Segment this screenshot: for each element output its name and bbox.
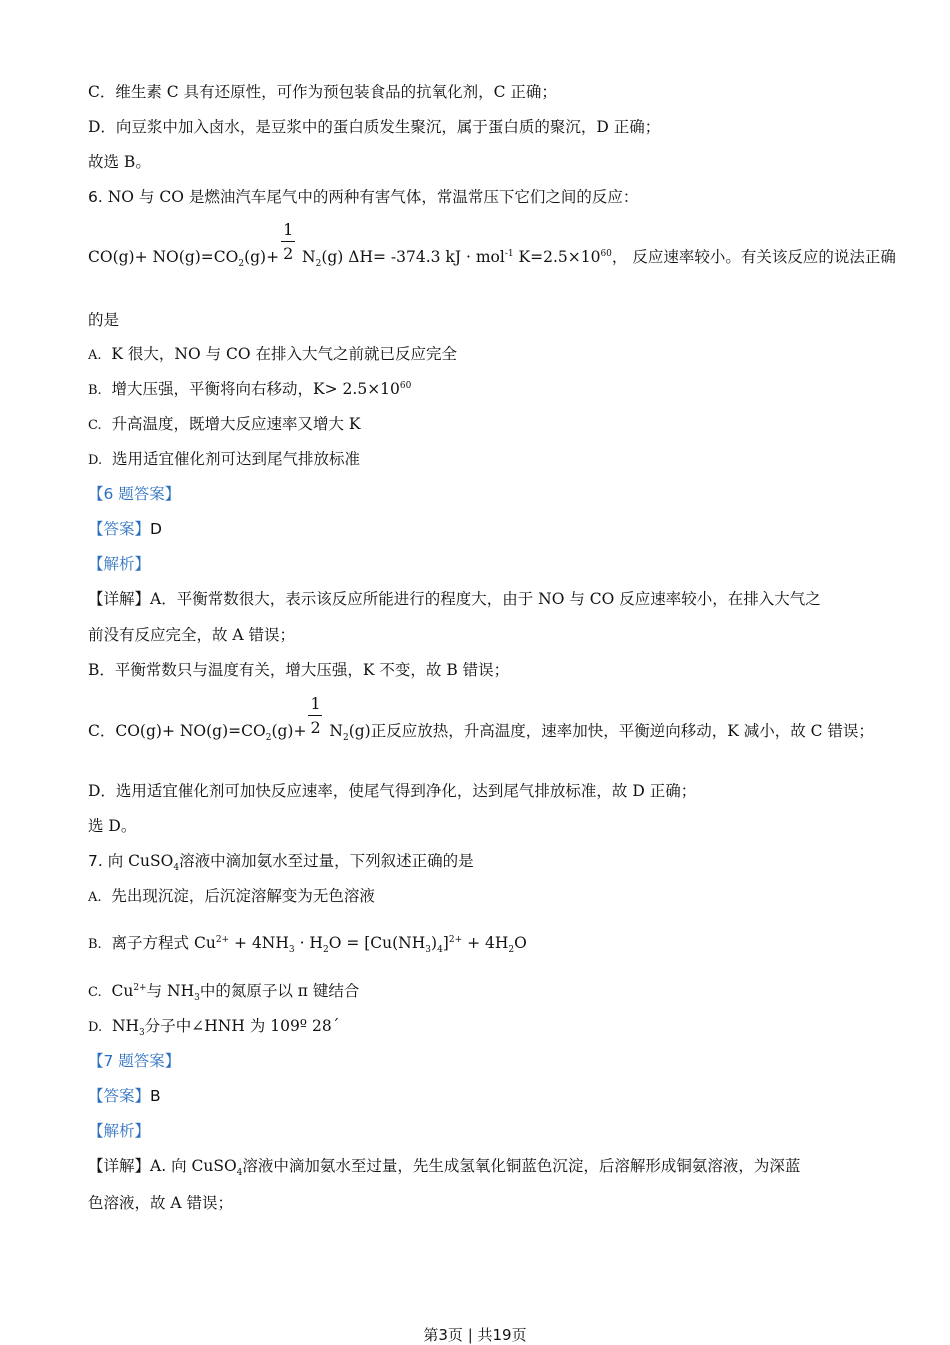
option-label: B. <box>88 383 102 398</box>
question-7-stem <box>88 850 474 872</box>
option-b <box>88 378 411 402</box>
subscript: 4 <box>173 863 180 874</box>
subscript: 2 <box>315 259 322 270</box>
option-text: Cu <box>111 982 134 1000</box>
question-text: NO 与 CO 是燃油汽车尾气中的两种有害气体，常温常压下它们之间的反应： <box>102 188 639 206</box>
option-label: A. <box>88 890 102 905</box>
option-label: D. <box>88 453 103 468</box>
fraction-one-half <box>281 220 295 269</box>
option-text: 离子方程式 Cu <box>111 934 216 952</box>
eq-part: N <box>297 248 316 266</box>
option-text: K 很大，NO 与 CO 在排入大气之前就已反应完全 <box>111 345 458 363</box>
option-d <box>88 1015 340 1039</box>
eq-part: ， 反应速率较小。有关该反应的说法正确 <box>611 248 896 266</box>
fraction-bar <box>308 715 322 716</box>
eq-part: N <box>324 722 343 740</box>
page-number: 3 <box>438 1326 448 1344</box>
analysis-tag: 【解析】 <box>88 1122 151 1140</box>
option-label: C. <box>88 985 102 1000</box>
option-text: O = [Cu(NH <box>328 934 426 952</box>
option-text: O <box>514 934 527 952</box>
text-line: D．选用适宜催化剂可加快反应速率，使尾气得到净化，达到尾气排放标准，故 D 正确； <box>88 782 697 800</box>
option-text: ) <box>431 934 438 952</box>
detail-line <box>88 1155 800 1177</box>
footer-text: 页 | 共 <box>447 1326 493 1344</box>
option-label: A. <box>88 348 102 363</box>
option-b <box>88 932 527 956</box>
option-label: C. <box>88 418 102 433</box>
eq-part: (g)+ <box>271 722 307 740</box>
answer-value: D <box>150 520 162 538</box>
option-a <box>88 885 375 909</box>
superscript: 2+ <box>133 982 147 993</box>
superscript: -1 <box>504 248 514 259</box>
eq-part: (g) ΔH= -374.3 kJ · mol <box>321 248 505 266</box>
text-line: B．平衡常数只与温度有关，增大压强，K 不变，故 B 错误； <box>88 661 510 679</box>
subscript: 4 <box>236 1168 243 1179</box>
answer-section-tag: 【7 题答案】 <box>88 1052 181 1070</box>
subscript: 3 <box>425 945 431 956</box>
option-text: 升高温度，既增大反应速率又增大 K <box>111 415 361 433</box>
fraction-denominator: 2 <box>310 718 321 737</box>
text-line: 色溶液，故 A 错误； <box>88 1194 234 1212</box>
subscript: 3 <box>194 993 200 1004</box>
superscript: 2+ <box>215 934 230 945</box>
footer-text: 页 <box>511 1326 527 1344</box>
analysis-tag: 【解析】 <box>88 555 151 573</box>
question-number: 6. <box>88 188 103 206</box>
reaction-equation <box>88 220 896 270</box>
text-line: D．向豆浆中加入卤水，是豆浆中的蛋白质发生聚沉，属于蛋白质的聚沉，D 正确； <box>88 118 661 136</box>
option-text: 与 NH <box>146 982 195 1000</box>
option-d <box>88 448 360 472</box>
detail-text: 溶液中滴加氨水至过量，先生成氢氧化铜蓝色沉淀，后溶解形成铜氨溶液，为深蓝 <box>242 1157 801 1175</box>
detail-text: A. 向 CuSO <box>150 1157 237 1175</box>
subscript: 2 <box>342 733 349 744</box>
text-line: 前没有反应完全，故 A 错误； <box>88 626 296 644</box>
option-text: ] <box>442 934 449 952</box>
option-label: B. <box>88 937 102 952</box>
detail-equation-line <box>88 694 874 744</box>
subscript: 2 <box>265 733 272 744</box>
question-text: 向 CuSO <box>102 852 174 870</box>
fraction-denominator: 2 <box>283 244 294 263</box>
question-6-stem <box>88 186 638 208</box>
subscript: 4 <box>437 945 443 956</box>
superscript: 2+ <box>448 934 463 945</box>
answer-tag: 【答案】 <box>88 520 151 538</box>
eq-part: K=2.5×10 <box>513 248 601 266</box>
eq-part: C．CO(g)+ NO(g)=CO <box>88 722 266 740</box>
option-c <box>88 980 359 1004</box>
option-text: + 4NH <box>229 934 289 952</box>
detail-line <box>88 588 821 610</box>
text-line: 选 D。 <box>88 817 137 835</box>
option-c <box>88 413 361 437</box>
fraction-numerator: 1 <box>283 220 294 239</box>
text-line: 的是 <box>88 311 120 329</box>
total-pages: 19 <box>492 1326 512 1344</box>
fraction-numerator: 1 <box>310 694 321 713</box>
page-footer <box>0 1324 950 1345</box>
detail-tag: 【详解】 <box>88 1157 151 1175</box>
answer-section-tag: 【6 题答案】 <box>88 485 181 503</box>
option-text: NH <box>111 1017 140 1035</box>
option-text: 选用适宜催化剂可达到尾气排放标准 <box>111 450 360 468</box>
eq-part: (g)+ <box>244 248 280 266</box>
subscript: 2 <box>508 945 515 956</box>
option-a <box>88 343 457 367</box>
superscript: 60 <box>399 380 412 391</box>
subscript: 3 <box>139 1028 145 1039</box>
option-text: · H <box>294 934 323 952</box>
option-text: 先出现沉淀，后沉淀溶解变为无色溶液 <box>111 887 375 905</box>
footer-text: 第 <box>423 1326 439 1344</box>
detail-text: A．平衡常数很大，表示该反应所能进行的程度大，由于 NO 与 CO 反应速率较小，在排入大气之 <box>150 590 821 608</box>
superscript: 60 <box>600 248 612 259</box>
text-line: C．维生素 C 具有还原性，可作为预包装食品的抗氧化剂，C 正确； <box>88 83 557 101</box>
fraction-bar <box>281 241 295 242</box>
subscript: 3 <box>288 945 295 956</box>
detail-tag: 【详解】 <box>88 590 151 608</box>
eq-part: (g)正反应放热，升高温度，速率加快，平衡逆向移动，K 减小，故 C 错误； <box>348 722 874 740</box>
option-text: 分子中∠HNH 为 109º 28´ <box>144 1017 340 1035</box>
answer-tag: 【答案】 <box>88 1087 151 1105</box>
answer-line <box>88 518 162 540</box>
eq-part: CO(g)+ NO(g)=CO <box>88 248 239 266</box>
question-text: 溶液中滴加氨水至过量，下列叙述正确的是 <box>179 852 474 870</box>
answer-value: B <box>150 1087 161 1105</box>
subscript: 2 <box>322 945 329 956</box>
option-label: D. <box>88 1020 103 1035</box>
question-number: 7. <box>88 852 103 870</box>
answer-line <box>88 1085 161 1107</box>
text-line: 故选 B。 <box>88 153 151 171</box>
option-text: + 4H <box>462 934 509 952</box>
subscript: 2 <box>238 259 245 270</box>
option-text: 中的氮原子以 π 键结合 <box>199 982 360 1000</box>
fraction-one-half <box>308 694 322 743</box>
option-text: 增大压强，平衡将向右移动，K> 2.5×10 <box>111 380 400 398</box>
